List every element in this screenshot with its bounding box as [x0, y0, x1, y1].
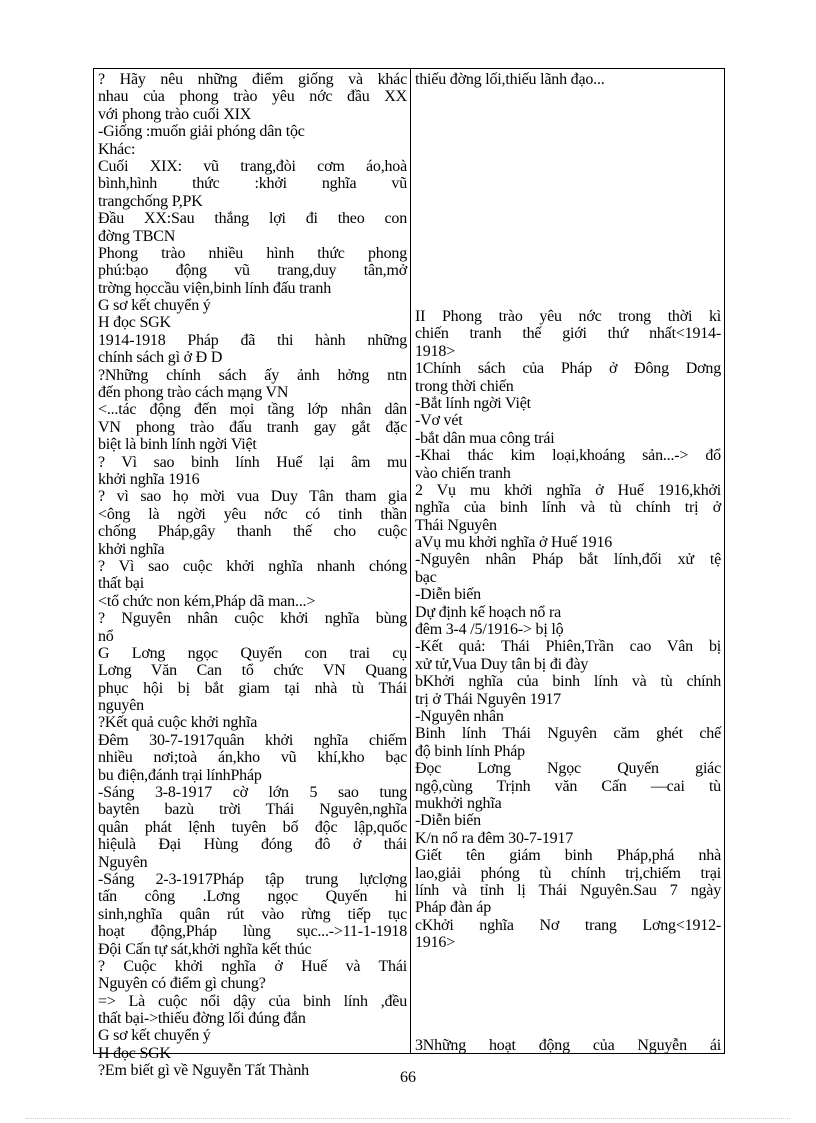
content-line: chiến tranh thế giới thứ nhất<1914- [415, 325, 721, 343]
activity-line: đến phong trào cách mạng VN [98, 384, 289, 402]
content-line: -bắt dân mua công trái [415, 429, 555, 447]
content-line: 1Chính sách của Pháp ở Đông Dơng [415, 360, 721, 378]
activity-line: hiệulà Đại Hùng đóng đô ở thái [98, 836, 407, 854]
content-line: aVụ mu khởi nghĩa ở Huế 1916 [415, 534, 613, 552]
content-line: Pháp đàn áp [415, 899, 492, 917]
activity-line: sinh,nghĩa quân rút vào rừng tiếp tục [98, 905, 407, 923]
content-line: trong thời chiến [415, 377, 514, 395]
activity-line: <...tác động đến mọi tầng lớp nhân dân [98, 401, 407, 419]
content-text-top [415, 71, 721, 88]
content-line: thiếu đờng lối,thiếu lãnh đạo... [415, 71, 605, 88]
content-line: cKhởi nghĩa Nơ trang Lơng<1912- [415, 916, 721, 934]
activity-line: Đêm 30-7-1917quân khởi nghĩa chiếm [98, 731, 407, 749]
activity-line: trờng họccầu viện,binh lính đấu tranh [98, 279, 331, 297]
activity-line: Đầu XX:Sau thắng lợi đi theo con [98, 210, 407, 228]
activity-line: -Sáng 2-3-1917Pháp tập trung lựclợng [98, 870, 407, 888]
activity-text [98, 71, 407, 1080]
activity-line: ?Em biết gì về Nguyễn Tất Thành [98, 1062, 309, 1080]
activity-line: -Giống :muốn giải phóng dân tộc [98, 123, 305, 141]
page-number: 66 [400, 1069, 416, 1086]
content-line: K/n nổ ra đêm 30-7-1917 [415, 829, 574, 847]
content-line: -Nguyên nhân [415, 707, 504, 725]
activity-line: ? Cuộc khởi nghĩa ở Huế và Thái [98, 957, 407, 975]
activity-line: thất bại->thiếu đờng lối đúng đắn [98, 1010, 306, 1028]
activity-line: phú:bạo động vũ trang,duy tân,mở [98, 262, 407, 280]
activity-line: Đội Cấn tự sát,khởi nghĩa kết thúc [98, 940, 312, 958]
activity-line: baytên bazù trời Thái Nguyên,nghĩa [98, 801, 407, 819]
activity-line: Phong trào nhiều hình thức phong [98, 244, 407, 262]
activity-line: G sơ kết chuyển ý [98, 1027, 211, 1045]
content-line: -Khai thác kim loại,khoáng sản...-> đổ [415, 447, 721, 465]
content-line: đêm 3-4 /5/1916-> bị lộ [415, 621, 564, 639]
activity-line: <ông là ngời yêu nớc có tinh thần [98, 505, 407, 523]
activity-line: G sơ kết chuyển ý [98, 297, 211, 315]
activity-line: tấn công .Lơng ngọc Quyến hi [98, 888, 407, 906]
content-text-main [415, 308, 721, 951]
activity-line: ?Những chính sách ấy ảnh hởng ntn [98, 366, 407, 384]
teacher-student-activity-column [94, 69, 411, 1080]
activity-line: ? vì sao họ mời vua Duy Tân tham gia [98, 488, 407, 506]
activity-line: Nguyên [98, 853, 148, 871]
content-line: 3Những hoạt động của Nguyễn ái [415, 1037, 721, 1054]
content-line: lao,giải phóng tù chính trị,chiếm trại [415, 864, 721, 882]
activity-line: ?Kết quả cuộc khởi nghĩa [98, 714, 258, 732]
activity-line: H đọc SGK [98, 1044, 171, 1062]
activity-line: thất bại [98, 575, 144, 593]
content-line: ngộ,cùng Trịnh văn Cấn —cai tù [415, 777, 721, 795]
content-line: mukhởi nghĩa [415, 794, 502, 812]
activity-line: nguyên [98, 697, 144, 715]
activity-line: VN phong trào đấu tranh gay gắt đặc [98, 418, 407, 436]
activity-line: bình,hình thức :khởi nghĩa vũ [98, 175, 407, 193]
content-line: -Diễn biến [415, 586, 481, 604]
content-line: nghĩa của binh lính và tù chính trị ở [415, 499, 721, 517]
content-line: 1918> [415, 342, 456, 360]
activity-line: trangchống P,PK [98, 192, 203, 210]
activity-line: ? Hãy nêu những điểm giống và khác [98, 71, 407, 88]
activity-line: khởi nghĩa [98, 540, 165, 558]
activity-line: ? Vì sao cuộc khởi nghĩa nhanh chóng [98, 557, 407, 575]
content-line: Giết tên giám binh Pháp,phá nhà [415, 847, 721, 865]
content-line: Thái Nguyên [415, 516, 497, 534]
activity-line: 1914-1918 Pháp đã thi hành những [98, 331, 407, 349]
content-line: bKhởi nghĩa của binh lính và tù chính [415, 673, 721, 691]
activity-line: chống Pháp,gây thanh thế cho cuộc [98, 523, 407, 541]
activity-line: Khác: [98, 140, 136, 158]
content-line: II Phong trào yêu nớc trong thời kì [415, 308, 721, 325]
content-line: vào chiến tranh [415, 464, 511, 482]
activity-line: ? Nguyên nhân cuộc khởi nghĩa bùng [98, 610, 407, 628]
content-line: -Vơ vét [415, 412, 463, 430]
footer-divider [26, 1118, 790, 1120]
activity-line: nhiều nơi;toà án,kho vũ khí,kho bạc [98, 749, 407, 767]
content-line: -Diễn biến [415, 812, 481, 830]
activity-line: nổ [98, 627, 114, 645]
content-line: bạc [415, 568, 437, 586]
activity-line: hoạt động,Pháp lùng sục...->11-1-1918 [98, 923, 407, 941]
activity-line: Nguyên có điểm gì chung? [98, 975, 266, 993]
content-line: 2 Vụ mu khởi nghĩa ở Huế 1916,khởi [415, 481, 721, 499]
content-line: -Bắt lính ngời Việt [415, 394, 531, 412]
activity-line: H đọc SGK [98, 314, 171, 332]
content-line: trị ở Thái Nguyên 1917 [415, 690, 561, 708]
activity-line: Lơng Văn Can tổ chức VN Quang [98, 662, 407, 680]
activity-line: biệt là binh lính ngời Việt [98, 436, 257, 454]
activity-line: chính sách gì ở Đ D [98, 349, 223, 367]
activity-line: quân phát lệnh tuyên bố độc lập,quốc [98, 818, 407, 836]
content-line: Binh lính Thái Nguyên căm ghét chế [415, 725, 721, 743]
activity-line: ? Vì sao binh lính Huế lại âm mu [98, 453, 407, 471]
content-line: Dự định kế hoạch nổ ra [415, 603, 562, 621]
activity-line: => Là cuộc nổi dậy của binh lính ,đều [98, 992, 407, 1010]
content-text-bottom [415, 1037, 721, 1054]
activity-line: bu điện,đánh trại línhPháp [98, 766, 262, 784]
content-line: xử tử,Vua Duy tân bị đi đày [415, 655, 589, 673]
activity-line: -Sáng 3-8-1917 cờ lớn 5 sao tung [98, 784, 407, 802]
activity-line: phục hội bị bắt giam tại nhà tù Thái [98, 679, 407, 697]
activity-line: nhau của phong trào yêu nớc đầu XX [98, 88, 407, 106]
content-line: Đọc Lơng Ngọc Quyến giác [415, 760, 721, 778]
activity-line: Cuối XIX: vũ trang,đòi cơm áo,hoà [98, 157, 407, 175]
lesson-content-column [411, 69, 724, 1053]
content-line: -Kết quả: Thái Phiên,Trần cao Vân bị [415, 638, 721, 656]
content-line: -Nguyên nhân Pháp bắt lính,đối xử tệ [415, 551, 721, 569]
activity-line: <tổ chức non kém,Pháp dã man...> [98, 592, 316, 610]
activity-line: đờng TBCN [98, 227, 176, 245]
content-line: lính và tỉnh lị Thái Nguyên.Sau 7 ngày [415, 881, 721, 899]
activity-line: khởi nghĩa 1916 [98, 470, 200, 488]
content-line: 1916> [415, 934, 456, 952]
content-line: độ binh lính Pháp [415, 742, 525, 760]
activity-line: với phong trào cuối XIX [98, 105, 252, 123]
activity-line: G Lơng ngọc Quyến con trai cụ [98, 644, 407, 662]
